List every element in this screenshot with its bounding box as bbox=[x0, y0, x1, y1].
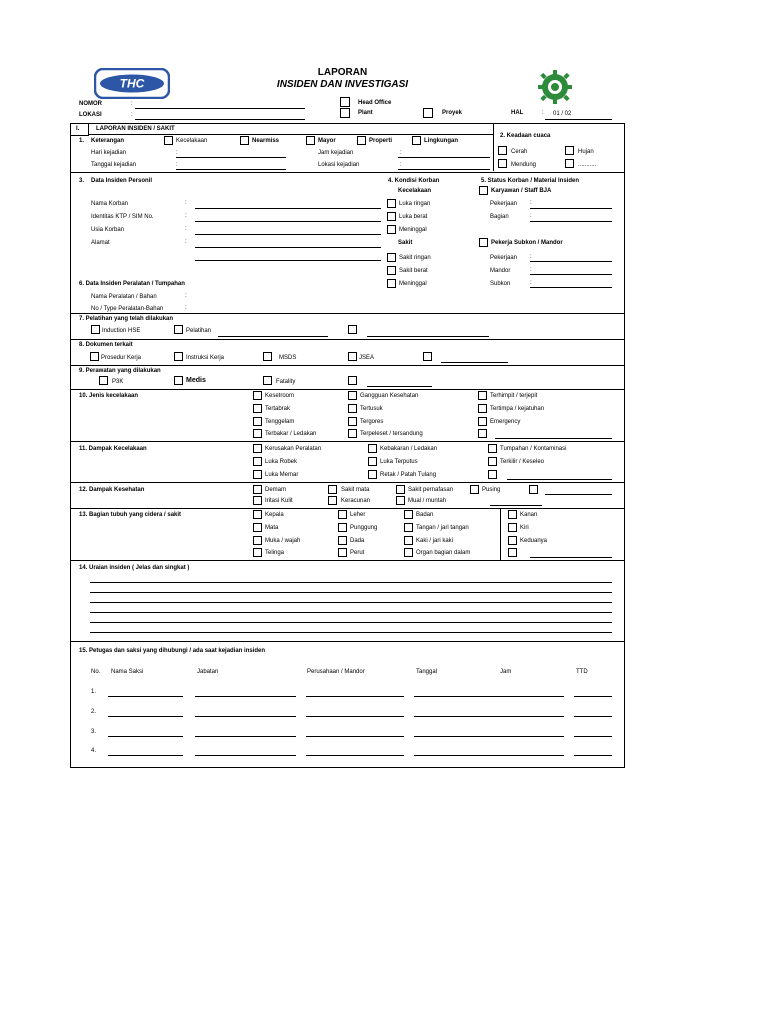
jenis-checkbox-emergency[interactable] bbox=[478, 417, 487, 426]
section-12-title: 12. Dampak Kesehatan bbox=[79, 487, 145, 493]
tubuh-label-punggung: Punggung bbox=[350, 525, 378, 531]
dampak-label-luka-terputus: Luka Terputus bbox=[380, 459, 418, 465]
mayor-checkbox[interactable] bbox=[306, 136, 315, 145]
tubuh-checkbox-organ[interactable] bbox=[404, 548, 413, 557]
jsea-checkbox[interactable] bbox=[348, 352, 357, 361]
row-number-1: 1. bbox=[91, 689, 97, 695]
dampak-checkbox-luka-robek[interactable] bbox=[253, 457, 262, 466]
tubuh-label-organ: Organ bagian dalam bbox=[416, 550, 471, 556]
dampak-checkbox-luka-terputus[interactable] bbox=[368, 457, 377, 466]
meninggal-sakit-checkbox[interactable] bbox=[387, 279, 396, 288]
report-title-line1: LAPORAN bbox=[317, 67, 368, 78]
tanggal-kejadian-colon: : bbox=[176, 162, 178, 168]
jenis-label-tenggelam: Tenggelam bbox=[265, 419, 295, 425]
tubuh-lainnya-field[interactable] bbox=[530, 557, 612, 558]
col-ttd: TTD bbox=[576, 669, 588, 675]
uraian-line-2[interactable] bbox=[90, 592, 612, 593]
dampak-label-kebakaran: Kebakaran / Ledakan bbox=[380, 446, 438, 452]
tubuh-checkbox-kaki[interactable] bbox=[404, 536, 413, 545]
proyek-label: Proyek bbox=[442, 110, 463, 116]
luka-ringan-checkbox[interactable] bbox=[387, 199, 396, 208]
tubuh-checkbox-mata[interactable] bbox=[253, 523, 262, 532]
dokumen-lainnya-checkbox[interactable] bbox=[423, 352, 432, 361]
section-14-title: 14. Uraian insiden ( Jelas dan singkat ) bbox=[79, 565, 190, 571]
report-title-line2: INSIDEN DAN INVESTIGASI bbox=[276, 79, 409, 90]
saksi-2-jam[interactable] bbox=[494, 716, 564, 717]
pekerja-subkon-label: Pekerja Subkon / Mandor bbox=[491, 240, 563, 246]
saksi-2-ttd[interactable] bbox=[574, 716, 612, 717]
jenis-label-tertusuk: Tertusuk bbox=[360, 406, 383, 412]
nama-peralatan-colon: : bbox=[185, 293, 187, 299]
cuaca-title: 2. Keadaan cuaca bbox=[500, 133, 551, 139]
jenis-checkbox-tenggelam[interactable] bbox=[253, 417, 262, 426]
keterangan-number: 1. bbox=[79, 138, 85, 144]
hari-kejadian-colon: : bbox=[176, 150, 178, 156]
tubuh-label-kiri: Kiri bbox=[520, 525, 529, 531]
luka-ringan-label: Luka ringan bbox=[399, 201, 431, 207]
section-4-title: 4. Kondisi Korban bbox=[388, 178, 440, 184]
jenis-checkbox-tertusuk[interactable] bbox=[348, 404, 357, 413]
divider-10 bbox=[70, 641, 625, 642]
col-jam: Jam bbox=[500, 669, 512, 675]
hari-kejadian-field[interactable] bbox=[176, 157, 286, 158]
divider-5 bbox=[70, 389, 625, 390]
usia-colon: : bbox=[185, 226, 187, 232]
karyawan-checkbox[interactable] bbox=[479, 186, 488, 195]
tubuh-checkbox-punggung[interactable] bbox=[338, 523, 347, 532]
nama-peralatan-label: Nama Peralatan / Bahan bbox=[91, 294, 157, 300]
saksi-3-tanggal[interactable] bbox=[414, 736, 494, 737]
dampak-checkbox-luka-memar[interactable] bbox=[253, 470, 262, 479]
kondisi-kecelakaan-label: Kecelakaan bbox=[398, 188, 432, 194]
jam-kejadian-label: Jam kejadian bbox=[318, 150, 354, 156]
induction-checkbox[interactable] bbox=[91, 325, 100, 334]
hal-value: 01 / 02 bbox=[553, 111, 572, 117]
jam-kejadian-field[interactable] bbox=[398, 157, 490, 158]
col-tanggal: Tanggal bbox=[416, 669, 438, 675]
lokasi-kejadian-field[interactable] bbox=[398, 169, 490, 170]
dampak-checkbox-terkilir[interactable] bbox=[488, 457, 497, 466]
tubuh-checkbox-dada[interactable] bbox=[338, 536, 347, 545]
jenis-label-tertimpa: Tertimpa / kejatuhan bbox=[490, 406, 545, 412]
saksi-2-jabatan[interactable] bbox=[195, 716, 296, 717]
tubuh-label-kaki: Kaki / jari kaki bbox=[416, 538, 454, 544]
nomor-field[interactable] bbox=[135, 108, 305, 109]
lokasi-kejadian-colon: : bbox=[400, 162, 402, 168]
tubuh-checkbox-kanan[interactable] bbox=[508, 510, 517, 519]
jenis-label-gangguan: Gangguan Kesehatan bbox=[360, 393, 419, 399]
kesehatan-lainnya-field-2[interactable] bbox=[490, 505, 542, 506]
col-perusahaan: Perusahaan / Mandor bbox=[307, 669, 365, 675]
divider-7 bbox=[70, 482, 625, 483]
saksi-1-nama[interactable] bbox=[108, 696, 183, 697]
nomor-label: NOMOR bbox=[79, 101, 102, 107]
saksi-2-tanggal[interactable] bbox=[414, 716, 494, 717]
identitas-field[interactable] bbox=[195, 221, 381, 222]
saksi-1-jam[interactable] bbox=[494, 696, 564, 697]
jenis-checkbox-tergores[interactable] bbox=[348, 417, 357, 426]
pekerjaan-colon: : bbox=[530, 200, 532, 206]
nearmiss-label: Nearmiss bbox=[252, 138, 280, 144]
saksi-4-jam[interactable] bbox=[494, 755, 564, 756]
nama-korban-field[interactable] bbox=[195, 208, 381, 209]
usia-label: Usia Korban bbox=[91, 227, 125, 233]
logo-text: THC bbox=[119, 76, 145, 91]
prosedur-label: Prosedur Kerja bbox=[101, 355, 142, 361]
mendung-checkbox[interactable] bbox=[498, 159, 507, 168]
dampak-label-tumpahan: Tumpahan / Kontaminasi bbox=[500, 446, 567, 452]
dampak-label-luka-robek: Luka Robek bbox=[265, 459, 298, 465]
msds-label: MSDS bbox=[279, 355, 297, 361]
cuaca-lainnya-dots: ........... bbox=[578, 162, 597, 168]
hujan-label: Hujan bbox=[578, 149, 594, 155]
kondisi-sakit-label: Sakit bbox=[398, 240, 413, 246]
dampak-checkbox-lainnya[interactable] bbox=[488, 470, 497, 479]
hujan-checkbox[interactable] bbox=[565, 146, 574, 155]
nama-korban-label: Nama Korban bbox=[91, 201, 129, 207]
subkon-label: Subkon bbox=[490, 281, 511, 287]
head-office-checkbox[interactable] bbox=[340, 97, 350, 107]
kesehatan-checkbox-pusing[interactable] bbox=[470, 485, 479, 494]
col-jabatan: Jabatan bbox=[197, 669, 219, 675]
saksi-3-ttd[interactable] bbox=[574, 736, 612, 737]
col-no: No. bbox=[91, 669, 101, 675]
pelatihan-label: Pelatihan bbox=[186, 328, 212, 334]
mayor-label: Mayor bbox=[318, 138, 336, 144]
luka-berat-checkbox[interactable] bbox=[387, 212, 396, 221]
section-i-underline bbox=[88, 134, 493, 135]
alamat-field-1[interactable] bbox=[195, 247, 381, 248]
uraian-line-1[interactable] bbox=[90, 582, 612, 583]
tanggal-kejadian-field[interactable] bbox=[176, 169, 286, 170]
section-7-title: 7. Pelatihan yang telah dilakukan bbox=[79, 316, 174, 322]
kesehatan-label-pernafasan: Sakit pernafasan bbox=[408, 487, 454, 493]
no-type-label: No / Type Peralatan-Bahan bbox=[91, 306, 164, 312]
jenis-label-terpeleset: Terpeleset / tersandung bbox=[360, 431, 423, 437]
jam-kejadian-colon: : bbox=[400, 150, 402, 156]
mendung-label: Mendung bbox=[511, 162, 537, 168]
section-8-title: 8. Dokumen terkait bbox=[79, 342, 133, 348]
tubuh-label-perut: Perut bbox=[350, 550, 365, 556]
prosedur-checkbox[interactable] bbox=[90, 352, 99, 361]
jsea-label: JSEA bbox=[359, 355, 375, 361]
dampak-label-kerusakan: Kerusakan Peralatan bbox=[265, 446, 322, 452]
jenis-checkbox-terpeleset[interactable] bbox=[348, 429, 357, 438]
uraian-line-3[interactable] bbox=[90, 602, 612, 603]
kesehatan-checkbox-keracunan[interactable] bbox=[328, 496, 337, 505]
tubuh-label-kepala: Kepala bbox=[265, 512, 284, 518]
jenis-checkbox-terbakar[interactable] bbox=[253, 429, 262, 438]
section-15-title: 15. Petugas dan saksi yang dihubungi / ada saat kejadian insiden bbox=[79, 648, 266, 654]
saksi-1-perusahaan[interactable] bbox=[306, 696, 404, 697]
saksi-3-nama[interactable] bbox=[108, 736, 183, 737]
divider-9 bbox=[70, 560, 625, 561]
section-13-title: 13. Bagian tubuh yang cidera / sakit bbox=[79, 512, 182, 518]
jenis-checkbox-kesetroom[interactable] bbox=[253, 391, 262, 400]
section-i-number-box bbox=[70, 123, 89, 136]
hal-field bbox=[545, 119, 612, 120]
divider-4 bbox=[70, 365, 625, 366]
dampak-label-luka-memar: Luka Memar bbox=[265, 472, 299, 478]
mandor-label: Mandor bbox=[490, 268, 511, 274]
tubuh-label-leher: Leher bbox=[350, 512, 366, 518]
alamat-colon: : bbox=[185, 239, 187, 245]
saksi-3-jam[interactable] bbox=[494, 736, 564, 737]
kesehatan-checkbox-iritasi[interactable] bbox=[253, 496, 262, 505]
uraian-line-6[interactable] bbox=[90, 632, 612, 633]
tanggal-kejadian-label: Tanggal kejadian bbox=[91, 162, 137, 168]
perawatan-lainnya-checkbox[interactable] bbox=[348, 376, 357, 385]
kesehatan-checkbox-mual[interactable] bbox=[396, 496, 405, 505]
col-nama-saksi: Nama Saksi bbox=[111, 669, 144, 675]
pekerjaan-field[interactable] bbox=[530, 208, 612, 209]
tubuh-label-dada: Dada bbox=[350, 538, 365, 544]
row-number-2: 2. bbox=[91, 709, 97, 715]
karyawan-label: Karyawan / Staff BJA bbox=[491, 188, 552, 194]
section-i-number: I. bbox=[76, 126, 80, 132]
jenis-checkbox-lainnya[interactable] bbox=[478, 429, 487, 438]
sakit-ringan-label: Sakit ringan bbox=[399, 255, 431, 261]
kesehatan-label-sakit-mata: Sakit mata bbox=[341, 487, 370, 493]
meninggal-checkbox[interactable] bbox=[387, 225, 396, 234]
divider-6 bbox=[70, 441, 625, 442]
divider-1 bbox=[70, 172, 625, 173]
hari-kejadian-label: Hari kejadian bbox=[91, 150, 127, 156]
jenis-label-tertabrak: Tertabrak bbox=[265, 406, 291, 412]
section-11-title: 11. Dampak Kecelakaan bbox=[79, 446, 147, 452]
tubuh-checkbox-lainnya[interactable] bbox=[508, 548, 517, 557]
section-3-title: Data Insiden Personil bbox=[91, 178, 153, 184]
jenis-label-emergency: Emergency bbox=[490, 419, 521, 425]
tubuh-checkbox-perut[interactable] bbox=[338, 548, 347, 557]
tubuh-checkbox-leher[interactable] bbox=[338, 510, 347, 519]
alamat-field-2[interactable] bbox=[195, 260, 381, 261]
sakit-berat-label: Sakit berat bbox=[399, 268, 428, 274]
head-office-label: Head Office bbox=[358, 100, 392, 106]
kecelakaan-checkbox[interactable] bbox=[164, 136, 173, 145]
uraian-line-5[interactable] bbox=[90, 622, 612, 623]
tubuh-label-keduanya: Keduanya bbox=[520, 538, 548, 544]
nearmiss-checkbox[interactable] bbox=[240, 136, 249, 145]
kesehatan-checkbox-lainnya[interactable] bbox=[529, 485, 538, 494]
section-5-title: 5. Status Korban / Material Insiden bbox=[481, 178, 580, 184]
pekerjaan-subkon-colon: : bbox=[530, 254, 532, 260]
kesehatan-checkbox-sakit-mata[interactable] bbox=[328, 485, 337, 494]
dampak-checkbox-retak[interactable] bbox=[368, 470, 377, 479]
tubuh-label-badan: Badan bbox=[416, 512, 434, 518]
medis-label: Medis bbox=[186, 377, 206, 384]
dampak-label-retak: Retak / Patah Tulang bbox=[380, 472, 437, 478]
tubuh-label-telinga: Telinga bbox=[265, 550, 285, 556]
mandor-field[interactable] bbox=[530, 274, 612, 275]
dampak-checkbox-tumpahan[interactable] bbox=[488, 444, 497, 453]
row-number-3: 3. bbox=[91, 729, 97, 735]
luka-berat-label: Luka berat bbox=[399, 214, 428, 220]
dokumen-lainnya-field[interactable] bbox=[441, 362, 508, 363]
saksi-4-tanggal[interactable] bbox=[414, 755, 494, 756]
meninggal-sakit-label: Meninggal bbox=[399, 281, 427, 287]
pelatihan-lainnya-field[interactable] bbox=[367, 336, 489, 337]
tubuh-label-muka: Muka / wajah bbox=[265, 538, 301, 544]
saksi-4-ttd[interactable] bbox=[574, 755, 612, 756]
section-9-title: 9. Perawatan yang dilakukan bbox=[79, 368, 161, 374]
sakit-berat-checkbox[interactable] bbox=[387, 266, 396, 275]
row-number-4: 4. bbox=[91, 748, 97, 754]
section-10-title: 10. Jenis kecelakaan bbox=[79, 393, 139, 399]
saksi-1-jabatan[interactable] bbox=[195, 696, 296, 697]
identitas-label: Identitas KTP / SIM No. bbox=[91, 214, 154, 220]
lokasi-field[interactable] bbox=[135, 119, 305, 120]
pekerjaan-label: Pekerjaan bbox=[490, 201, 518, 207]
perawatan-lainnya-field[interactable] bbox=[367, 386, 432, 387]
plant-checkbox[interactable] bbox=[340, 108, 350, 118]
bagian-colon: : bbox=[530, 213, 532, 219]
jenis-lainnya-field[interactable] bbox=[495, 438, 612, 439]
cerah-checkbox[interactable] bbox=[498, 146, 507, 155]
saksi-1-tanggal[interactable] bbox=[414, 696, 494, 697]
kesehatan-label-iritasi: Iritasi Kulit bbox=[265, 498, 293, 504]
bagian-label: Bagian bbox=[490, 214, 509, 220]
section-3-number: 3. bbox=[79, 178, 85, 184]
dampak-lainnya-field[interactable] bbox=[507, 479, 612, 480]
nomor-colon: : bbox=[131, 101, 133, 107]
pekerjaan-subkon-field[interactable] bbox=[530, 261, 612, 262]
fatality-checkbox[interactable] bbox=[263, 376, 272, 385]
saksi-4-nama[interactable] bbox=[108, 755, 183, 756]
saksi-1-ttd[interactable] bbox=[574, 696, 612, 697]
jenis-checkbox-gangguan[interactable] bbox=[348, 391, 357, 400]
kesehatan-label-mual: Mual / muntah bbox=[408, 498, 447, 504]
cerah-label: Cerah bbox=[511, 149, 528, 155]
subkon-colon: : bbox=[530, 280, 532, 286]
proyek-checkbox[interactable] bbox=[423, 108, 433, 118]
sakit-ringan-checkbox[interactable] bbox=[387, 253, 396, 262]
kesehatan-lainnya-field[interactable] bbox=[545, 494, 612, 495]
keterangan-label: Keterangan bbox=[91, 138, 125, 144]
tubuh-checkbox-keduanya[interactable] bbox=[508, 536, 517, 545]
bagian-field[interactable] bbox=[530, 221, 612, 222]
tubuh-checkbox-tangan[interactable] bbox=[404, 523, 413, 532]
hal-colon: : bbox=[542, 110, 544, 116]
dampak-checkbox-kerusakan[interactable] bbox=[253, 444, 262, 453]
lingkungan-checkbox[interactable] bbox=[412, 136, 421, 145]
section-i-title: LAPORAN INSIDEN / SAKIT bbox=[96, 126, 175, 132]
kesehatan-label-pusing: Pusing bbox=[482, 487, 501, 493]
section-6-title: 6. Data Insiden Peralatan / Tumpahan bbox=[79, 281, 185, 287]
p3k-label: P3K bbox=[112, 379, 124, 385]
medis-checkbox[interactable] bbox=[174, 376, 183, 385]
company-logo bbox=[94, 68, 170, 99]
induction-label: Induction HSE bbox=[102, 328, 141, 334]
nama-korban-colon: : bbox=[185, 200, 187, 206]
cuaca-lainnya-checkbox[interactable] bbox=[565, 159, 574, 168]
properti-label: Properti bbox=[369, 138, 393, 144]
saksi-3-perusahaan[interactable] bbox=[306, 736, 404, 737]
tubuh-checkbox-kiri[interactable] bbox=[508, 523, 517, 532]
properti-checkbox[interactable] bbox=[357, 136, 366, 145]
subkon-field[interactable] bbox=[530, 287, 612, 288]
gear-emblem-icon bbox=[532, 69, 578, 105]
meninggal-label: Meninggal bbox=[399, 227, 427, 233]
pelatihan-checkbox[interactable] bbox=[174, 325, 183, 334]
p3k-checkbox[interactable] bbox=[99, 376, 108, 385]
saksi-3-jabatan[interactable] bbox=[195, 736, 296, 737]
divider-2 bbox=[70, 313, 625, 314]
identitas-colon: : bbox=[185, 213, 187, 219]
dampak-checkbox-kebakaran[interactable] bbox=[368, 444, 377, 453]
plant-label: Plant bbox=[358, 110, 373, 116]
saksi-4-perusahaan[interactable] bbox=[306, 755, 404, 756]
kesehatan-label-demam: Demam bbox=[265, 487, 287, 493]
kesehatan-label-keracunan: Keracunan bbox=[341, 498, 371, 504]
msds-checkbox[interactable] bbox=[263, 352, 272, 361]
instruksi-label: Instruksi Kerja bbox=[186, 355, 225, 361]
jenis-checkbox-terhimpit[interactable] bbox=[478, 391, 487, 400]
pekerja-subkon-checkbox[interactable] bbox=[479, 238, 488, 247]
tubuh-checkbox-badan[interactable] bbox=[404, 510, 413, 519]
lokasi-colon: : bbox=[131, 112, 133, 118]
kecelakaan-label: Kecelakaan bbox=[176, 138, 208, 144]
tubuh-label-tangan: Tangan / jari tangan bbox=[416, 525, 469, 531]
uraian-line-4[interactable] bbox=[90, 612, 612, 613]
fatality-label: Fatality bbox=[276, 379, 296, 385]
saksi-2-perusahaan[interactable] bbox=[306, 716, 404, 717]
lingkungan-label: Lingkungan bbox=[424, 138, 458, 144]
jenis-label-kesetroom: Kesetroom bbox=[265, 393, 295, 399]
alamat-label: Alamat bbox=[91, 240, 110, 246]
saksi-4-jabatan[interactable] bbox=[195, 755, 296, 756]
pelatihan-field[interactable] bbox=[218, 336, 328, 337]
kesehatan-checkbox-demam[interactable] bbox=[253, 485, 262, 494]
tubuh-checkbox-muka[interactable] bbox=[253, 536, 262, 545]
jenis-label-terhimpit: Terhimpit / terjepit bbox=[490, 393, 538, 399]
hal-label: HAL bbox=[511, 110, 524, 116]
lokasi-label: LOKASI bbox=[79, 112, 102, 118]
instruksi-checkbox[interactable] bbox=[174, 352, 183, 361]
tubuh-checkbox-kepala[interactable] bbox=[253, 510, 262, 519]
tubuh-label-kanan: Kanan bbox=[520, 512, 538, 518]
lokasi-kejadian-label: Lokasi kejadian bbox=[318, 162, 360, 168]
mandor-colon: : bbox=[530, 267, 532, 273]
no-type-colon: : bbox=[185, 305, 187, 311]
usia-field[interactable] bbox=[195, 234, 381, 235]
jenis-checkbox-tertabrak[interactable] bbox=[253, 404, 262, 413]
jenis-label-tergores: Tergores bbox=[360, 419, 384, 425]
kesehatan-checkbox-pernafasan[interactable] bbox=[396, 485, 405, 494]
divider-3 bbox=[70, 339, 625, 340]
jenis-label-terbakar: Terbakar / Ledakan bbox=[265, 431, 317, 437]
tubuh-label-mata: Mata bbox=[265, 525, 279, 531]
tubuh-side-divider bbox=[500, 508, 501, 560]
tubuh-checkbox-telinga[interactable] bbox=[253, 548, 262, 557]
cuaca-divider bbox=[493, 123, 494, 171]
jenis-checkbox-tertimpa[interactable] bbox=[478, 404, 487, 413]
pekerjaan-subkon-label: Pekerjaan bbox=[490, 255, 518, 261]
dampak-label-terkilir: Terkilir / Keseleo bbox=[500, 459, 545, 465]
pelatihan-lainnya-checkbox[interactable] bbox=[348, 325, 357, 334]
divider-8 bbox=[70, 508, 625, 509]
saksi-2-nama[interactable] bbox=[108, 716, 183, 717]
